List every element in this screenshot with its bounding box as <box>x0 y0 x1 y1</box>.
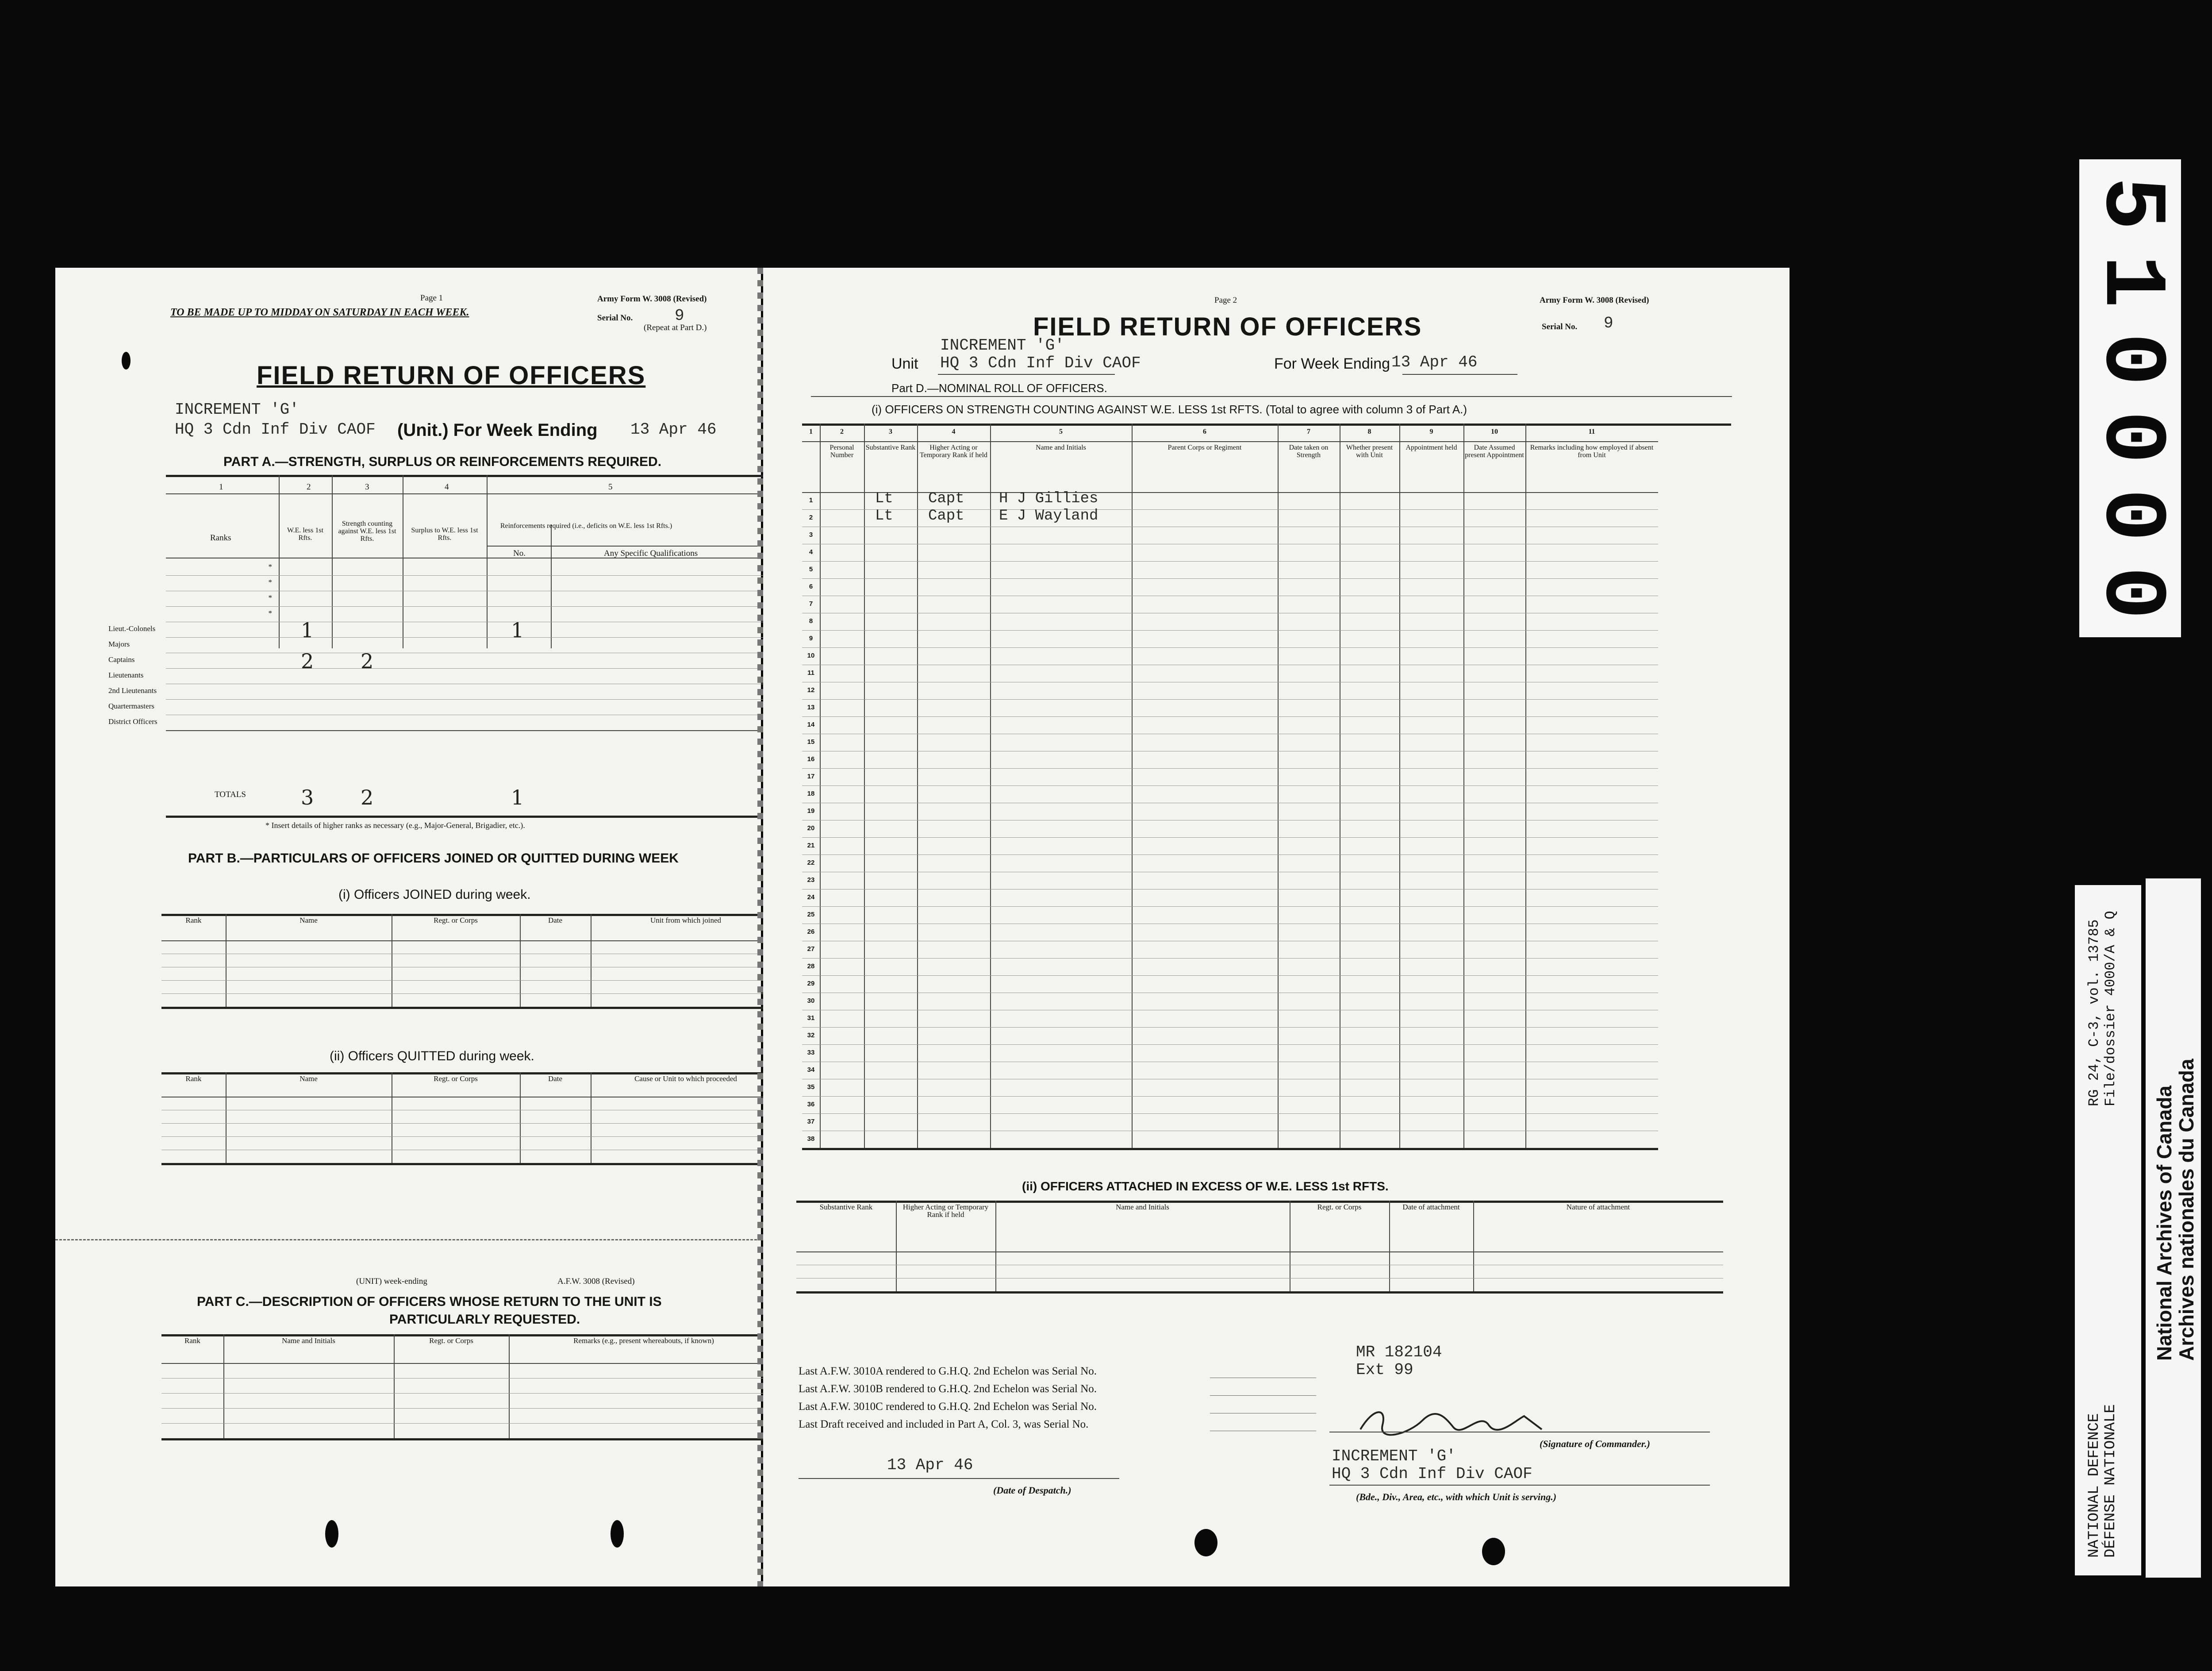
serial-label: Serial No. <box>597 313 633 323</box>
row-number: 2 <box>809 514 813 521</box>
column-number: 10 <box>1491 428 1498 435</box>
column-header: Regt. or Corps <box>429 1336 473 1345</box>
archive-ref-label <box>2075 885 2141 1575</box>
row-number: 32 <box>807 1032 815 1039</box>
counter-digit: 5 <box>2080 177 2181 231</box>
table-border <box>487 546 790 547</box>
row-rule <box>161 1408 779 1409</box>
rank-label: Captains <box>108 655 135 664</box>
column-number: 5 <box>1059 428 1063 435</box>
column-header: Remarks including how employed if absent from Unit <box>1530 444 1654 459</box>
row-rule <box>802 647 1658 648</box>
column-header: Date Assumed present Appointment <box>1465 444 1524 459</box>
despatch-label: (Date of Despatch.) <box>993 1485 1071 1496</box>
unit-line-2: HQ 3 Cdn Inf Div CAOF <box>940 354 1141 372</box>
unit-line-1: INCREMENT 'G' <box>175 400 299 419</box>
underline <box>938 374 1115 375</box>
we-value: 1 <box>301 618 314 642</box>
col-divider <box>520 914 521 1007</box>
column-number: 3 <box>889 428 892 435</box>
table-border <box>161 940 781 941</box>
repeat-note: (Repeat at Part D.) <box>644 323 707 332</box>
row-rule <box>802 578 1658 579</box>
col-divider <box>394 1334 395 1438</box>
column-header: Appointment held <box>1406 444 1457 451</box>
column-number: 1 <box>809 428 813 435</box>
row-number: 21 <box>807 842 815 849</box>
punch-hole <box>611 1520 624 1548</box>
signature-label: (Signature of Commander.) <box>1540 1438 1650 1449</box>
answer-line <box>1210 1395 1316 1396</box>
column-number: 4 <box>952 428 956 435</box>
column-number: 2 <box>840 428 844 435</box>
quitted-heading: (ii) Officers QUITTED during week. <box>330 1049 534 1063</box>
row-number: 12 <box>807 686 815 694</box>
row-number: 4 <box>809 548 813 556</box>
column-header: Higher Acting or Temporary Rank if held <box>919 444 988 459</box>
col-number: 2 <box>307 482 311 492</box>
substantive-rank: Lt <box>875 508 893 524</box>
commander-signature <box>1356 1403 1551 1443</box>
rank-label: * <box>268 609 272 617</box>
section-ii-heading: (ii) OFFICERS ATTACHED IN EXCESS OF W.E. LESS 1st RFTS. <box>1022 1179 1389 1193</box>
part-c-heading-2: PARTICULARLY REQUESTED. <box>389 1312 580 1327</box>
col-divider <box>226 914 227 1007</box>
col-surplus: Surplus to W.E. less 1st Rfts. <box>411 527 478 542</box>
row-rule <box>161 1438 779 1440</box>
last-return-line: Last A.F.W. 3010A rendered to G.H.Q. 2nd Echelon was Serial No. <box>799 1365 1097 1377</box>
column-header: Remarks (e.g., present whereabouts, if known) <box>573 1336 714 1345</box>
column-header: Date of attachment <box>1402 1203 1460 1211</box>
rank-label: 2nd Lieutenants <box>108 686 157 695</box>
column-header: Regt. or Corps <box>434 916 478 924</box>
column-header: Rank <box>185 1074 202 1083</box>
last-return-line: Last Draft received and included in Part A, Col. 3, was Serial No. <box>799 1418 1089 1430</box>
row-number: 17 <box>807 773 815 780</box>
row-number: 28 <box>807 963 815 970</box>
col-strength: Strength counting against W.E. less 1st Rfts. <box>338 520 396 543</box>
row-number: 30 <box>807 997 815 1005</box>
officer-name: E J Wayland <box>999 508 1098 524</box>
row-number: 9 <box>809 635 813 642</box>
row-rule <box>802 699 1658 700</box>
row-number: 22 <box>807 859 815 866</box>
substantive-rank: Lt <box>875 490 893 507</box>
unit-line-1: INCREMENT 'G' <box>940 336 1064 354</box>
week-ending-value: 13 Apr 46 <box>630 420 717 439</box>
form-page-2 <box>763 268 1790 1586</box>
row-number: 36 <box>807 1101 815 1108</box>
row-rule <box>166 606 790 607</box>
column-header: Name <box>300 1074 318 1083</box>
row-rule <box>802 958 1658 959</box>
higher-rank: Capt <box>928 508 964 524</box>
week-label: For Week Ending <box>1274 355 1390 372</box>
column-header: Date <box>548 916 563 924</box>
col-number: 5 <box>608 482 613 492</box>
row-rule <box>161 1007 781 1009</box>
row-rule <box>802 630 1658 631</box>
row-rule <box>802 1148 1658 1150</box>
part-c-unit-week: (UNIT) week-ending <box>356 1277 427 1286</box>
strength-value: 2 <box>361 649 374 673</box>
rank-label: * <box>268 593 272 602</box>
column-number: 7 <box>1307 428 1310 435</box>
col-divider <box>509 1334 510 1438</box>
col-divider <box>223 1334 224 1438</box>
row-number: 7 <box>809 600 813 608</box>
row-rule <box>802 975 1658 976</box>
part-a-footnote: * Insert details of higher ranks as necessary (e.g., Major-General, Brigadier, etc.). <box>265 821 525 830</box>
row-number: 27 <box>807 945 815 953</box>
row-rule <box>802 768 1658 769</box>
column-number: 6 <box>1203 428 1206 435</box>
archive-name-label <box>2146 878 2201 1578</box>
column-header: Substantive Rank <box>865 444 916 451</box>
archive-fr: Archives nationales du Canada <box>2175 1059 2198 1361</box>
last-return-line: Last A.F.W. 3010B rendered to G.H.Q. 2nd Echelon was Serial No. <box>799 1383 1097 1395</box>
row-number: 10 <box>807 652 815 659</box>
page-title: FIELD RETURN OF OFFICERS <box>257 361 646 390</box>
rank-label: District Officers <box>108 717 157 726</box>
row-number: 20 <box>807 824 815 832</box>
we-value: 2 <box>301 649 314 673</box>
row-number: 14 <box>807 721 815 728</box>
col-divider <box>332 475 333 648</box>
row-number: 8 <box>809 617 813 625</box>
stamp-ext: Ext 99 <box>1356 1361 1413 1379</box>
column-number: 9 <box>1429 428 1433 435</box>
archive-en: National Archives of Canada <box>2153 1085 2176 1361</box>
rank-label: * <box>268 562 272 571</box>
col-qualifications: Any Specific Qualifications <box>604 549 698 558</box>
serial-value: 9 <box>675 307 684 325</box>
row-rule <box>161 1393 779 1394</box>
row-number: 38 <box>807 1135 815 1143</box>
stamp-mr: MR 182104 <box>1356 1343 1442 1361</box>
column-header: Rank <box>185 916 202 924</box>
column-header: Higher Acting or Temporary Rank if held <box>902 1203 989 1219</box>
column-header: Nature of attachment <box>1566 1203 1630 1211</box>
counter-digit: 1 <box>2080 254 2181 308</box>
column-header: Whether present with Unit <box>1346 444 1393 459</box>
bde-label: (Bde., Div., Area, etc., with which Unit is serving.) <box>1356 1491 1557 1502</box>
week-ending-value: 13 Apr 46 <box>1391 353 1478 371</box>
column-header: Personal Number <box>830 444 854 459</box>
ref-line-1: RG 24, C-3, vol. 13785 <box>2086 919 2102 1106</box>
column-header: Substantive Rank <box>819 1203 873 1211</box>
bde-line <box>1329 1485 1710 1486</box>
counter-digit: 0 <box>2080 332 2181 386</box>
counter-digit: 0 <box>2080 410 2181 464</box>
column-header: Regt. or Corps <box>434 1074 478 1083</box>
reinforcement-value: 1 <box>511 618 524 642</box>
row-number: 31 <box>807 1014 815 1022</box>
col-reinforcements: Reinforcements required (i.e., deficits on W.E. less 1st Rfts.) <box>500 522 672 530</box>
row-rule <box>161 1163 781 1165</box>
row-number: 3 <box>809 531 813 539</box>
column-header: Parent Corps or Regiment <box>1167 444 1242 451</box>
table-border <box>796 1251 1723 1252</box>
row-number: 15 <box>807 738 815 746</box>
counter-digit: 0 <box>2080 566 2181 620</box>
rank-label: Lieutenants <box>108 671 144 679</box>
punch-hole <box>122 352 131 370</box>
row-rule <box>161 1423 779 1424</box>
totals-strength: 2 <box>361 785 374 809</box>
unit-week-label: (Unit.) For Week Ending <box>397 420 598 440</box>
row-number: 1 <box>809 497 813 504</box>
row-number: 19 <box>807 807 815 815</box>
column-header: Rank <box>184 1336 200 1345</box>
unit-stamp-2: HQ 3 Cdn Inf Div CAOF <box>1332 1465 1532 1483</box>
table-border <box>166 475 790 477</box>
row-number: 29 <box>807 980 815 987</box>
row-rule <box>802 1027 1658 1028</box>
row-number: 16 <box>807 755 815 763</box>
unit-label: Unit <box>891 355 918 372</box>
rank-label: Majors <box>108 640 130 648</box>
row-rule <box>166 637 790 638</box>
row-rule <box>802 716 1658 717</box>
underline <box>1402 374 1517 375</box>
part-d-heading: Part D.—NOMINAL ROLL OF OFFICERS. <box>891 381 1107 395</box>
form-number: Army Form W. 3008 (Revised) <box>1540 296 1649 305</box>
unit-line-2: HQ 3 Cdn Inf Div CAOF <box>175 420 376 439</box>
form-page-1 <box>55 268 761 1586</box>
officer-name: H J Gillies <box>999 490 1098 507</box>
table-border <box>166 730 790 731</box>
col-ranks: Ranks <box>210 533 231 543</box>
part-b-heading: PART B.—PARTICULARS OF OFFICERS JOINED OR QUITTED DURING WEEK <box>188 851 679 866</box>
table-border <box>802 424 1731 426</box>
section-i-heading: (i) OFFICERS ON STRENGTH COUNTING AGAINST W.E. LESS 1st RFTS. (Total to agree with column 3 of Part A.) <box>872 403 1467 416</box>
row-rule <box>161 1136 781 1137</box>
row-rule <box>802 561 1658 562</box>
punch-hole <box>1194 1529 1217 1556</box>
dept-line-2: DÉFENSE NATIONALE <box>2102 1404 2119 1558</box>
row-rule <box>802 785 1658 786</box>
row-number: 13 <box>807 704 815 711</box>
row-number: 26 <box>807 928 815 936</box>
row-number: 24 <box>807 893 815 901</box>
col-divider <box>551 524 552 648</box>
row-rule <box>166 575 790 576</box>
row-rule <box>166 668 790 669</box>
table-border <box>166 816 790 818</box>
table-border <box>802 441 1658 442</box>
table-border <box>811 396 1732 397</box>
despatch-line <box>799 1478 1119 1479</box>
column-header: Regt. or Corps <box>1317 1203 1362 1211</box>
joined-heading: (i) Officers JOINED during week. <box>338 887 531 902</box>
row-rule <box>802 837 1658 838</box>
counter-digit: 0 <box>2080 488 2181 542</box>
column-number: 11 <box>1588 428 1595 435</box>
page-label: Page 2 <box>1214 296 1237 305</box>
last-return-line: Last A.F.W. 3010C rendered to G.H.Q. 2nd Echelon was Serial No. <box>799 1401 1097 1413</box>
punch-hole <box>325 1520 338 1548</box>
form-number: Army Form W. 3008 (Revised) <box>597 294 707 304</box>
serial-label: Serial No. <box>1542 322 1578 331</box>
totals-label: TOTALS <box>215 790 246 799</box>
higher-rank: Capt <box>928 490 964 507</box>
row-rule <box>796 1291 1723 1294</box>
page-label: Page 1 <box>420 293 443 303</box>
column-header: Cause or Unit to which proceeded <box>634 1074 737 1083</box>
rank-label: Quartermasters <box>108 702 154 710</box>
frame-counter <box>2081 168 2179 628</box>
column-header: Date <box>548 1074 563 1083</box>
col-divider <box>279 475 280 648</box>
part-c-heading-1: PART C.—DESCRIPTION OF OFFICERS WHOSE RETURN TO THE UNIT IS <box>197 1294 662 1309</box>
totals-we: 3 <box>301 785 314 809</box>
table-border <box>166 493 790 494</box>
column-header: Name <box>300 916 318 924</box>
column-number: 8 <box>1367 428 1371 435</box>
punch-hole <box>1482 1538 1505 1565</box>
row-rule <box>161 1123 781 1124</box>
column-header: Name and Initials <box>1036 444 1086 451</box>
col-number: 1 <box>219 482 223 492</box>
rank-label: * <box>268 578 272 586</box>
row-number: 33 <box>807 1049 815 1056</box>
row-number: 6 <box>809 583 813 590</box>
row-rule <box>161 980 781 981</box>
row-number: 23 <box>807 876 815 884</box>
totals-reinforcements: 1 <box>511 785 524 809</box>
rank-label: Lieut.-Colonels <box>108 624 156 633</box>
row-rule <box>161 993 781 994</box>
row-number: 18 <box>807 790 815 797</box>
col-number: 4 <box>445 482 449 492</box>
instruction-text: TO BE MADE UP TO MIDDAY ON SATURDAY IN EACH WEEK. <box>170 307 469 318</box>
dept-line-1: NATIONAL DEFENCE <box>2086 1413 2103 1558</box>
row-rule <box>802 1096 1658 1097</box>
part-a-heading: PART A.—STRENGTH, SURPLUS OR REINFORCEMENTS REQUIRED. <box>223 454 662 469</box>
row-number: 25 <box>807 911 815 918</box>
col-number: 3 <box>365 482 369 492</box>
page-title: FIELD RETURN OF OFFICERS <box>1033 312 1422 341</box>
col-we: W.E. less 1st Rfts. <box>287 527 324 542</box>
row-number: 11 <box>807 669 814 677</box>
col-divider <box>487 475 488 648</box>
row-number: 5 <box>809 566 813 573</box>
despatch-date: 13 Apr 46 <box>887 1456 973 1474</box>
column-header: Unit from which joined <box>650 916 722 924</box>
table-border <box>161 1363 779 1364</box>
row-number: 37 <box>807 1118 815 1125</box>
row-number: 34 <box>807 1066 815 1074</box>
column-header: Name and Initials <box>1116 1203 1169 1211</box>
perforation <box>55 1239 761 1240</box>
col-no: No. <box>513 549 526 558</box>
row-rule <box>802 1113 1658 1114</box>
column-header: Date taken on Strength <box>1289 444 1329 459</box>
serial-value: 9 <box>1604 314 1613 332</box>
row-number: 35 <box>807 1083 815 1091</box>
part-c-form-ref: A.F.W. 3008 (Revised) <box>557 1277 635 1286</box>
row-rule <box>802 906 1658 907</box>
row-rule <box>802 1044 1658 1045</box>
ref-line-2: File/dossier 4000/A & Q <box>2102 911 2119 1106</box>
row-rule <box>166 699 790 700</box>
unit-stamp-1: INCREMENT 'G' <box>1332 1447 1456 1465</box>
column-header: Name and Initials <box>282 1336 335 1345</box>
